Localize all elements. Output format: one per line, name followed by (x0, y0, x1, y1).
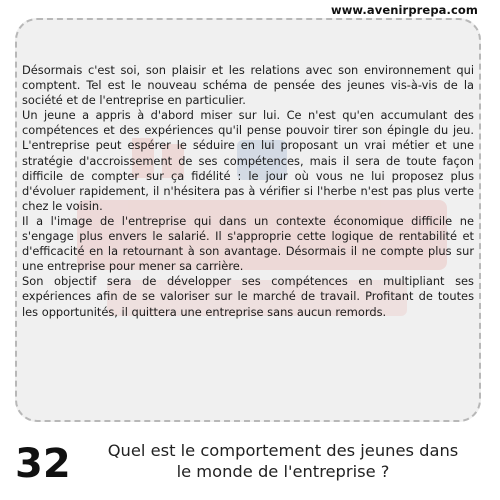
passage-text (22, 63, 474, 320)
passage-paragraph: Désormais c'est soi, son plaisir et les relations avec son environnement qui comptent. Tel est le nouveau schéma de pensée des jeunes vis-à-vis de la société et de l'entreprise en particulier. (22, 63, 474, 108)
question-line-1: Quel est le comportement des jeunes dans (107, 441, 459, 460)
site-url: www.avenirprepa.com (330, 3, 478, 17)
passage-paragraph: Un jeune a appris à d'abord miser sur lui. Ce n'est qu'en accumulant des compétences et des expériences qu'il pense pouvoir tirer son épingle du jeu. L'entreprise peut espérer le séduire en lui proposant un vrai métier et une stratégie d'accroissement de ses compétences, mais il sera de toute façon difficile de compter sur ça fidélité : le jour où vous ne lui proposez plus d'évoluer rapidement, il n'hésitera pas à vérifier si l'herbe n'est pas plus verte chez le voisin. (22, 108, 474, 213)
question (15, 438, 485, 494)
question-number: 32 (15, 441, 71, 487)
question-line-2: le monde de l'entreprise ? (176, 462, 390, 481)
question-text (83, 440, 483, 482)
passage-card (15, 18, 481, 422)
passage-paragraph: Il a l'image de l'entreprise qui dans un contexte économique difficile ne s'engage plus envers le salarié. Il s'approprie cette logique de rentabilité et d'efficacité en la retournant à son avantage. Désormais il ne compte plus sur une entreprise pour mener sa carrière. (22, 213, 474, 274)
passage-paragraph: Son objectif sera de développer ses compétences en multipliant ses expériences afin de se valoriser sur le marché de travail. Profitant de toutes les opportunités, il quittera une entreprise sans aucun remords. (22, 274, 474, 319)
